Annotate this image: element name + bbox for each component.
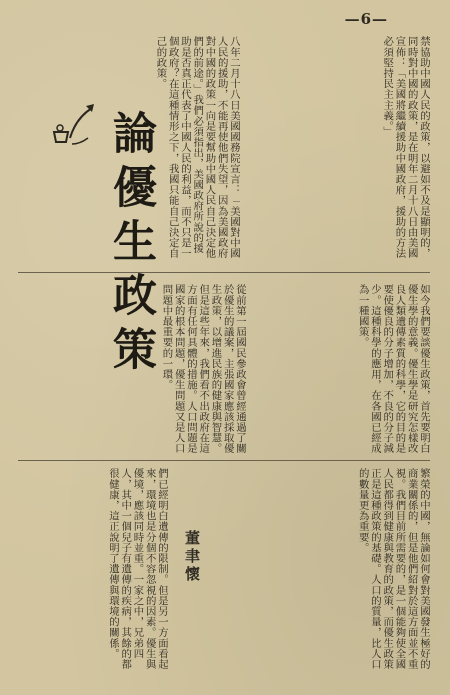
pen-and-inkwell-icon (46, 98, 102, 154)
author-name: 董聿懷 (183, 530, 201, 584)
column-top-left: 八年二月十八日美國國務院宣言：「美國對中國人民的援助，不能再使他們失望，因為美國政府對中國的政策一向是要幫助中國人民自己決定他們的前途。」我們必須指出，美國政府所說的援助是否真正代表了中國人民的利益，而不只是一個政府？在這種情形之下，我國只能自己決定自己的政策。 (154, 36, 240, 259)
column-mid-left: 從前第一屆國民參政會曾經通過了關於優生的議案，主張國家應該採取優生政策，以增進民族的健康與智慧。但是這些年來，我們看不出政府在這方面有任何具體的措施。人口問題是國家的根本問題，優生問題又是人口問題中最重要的一環。 (160, 284, 246, 454)
column-top-right: 禁協助中國人民的政策，以避如不及是顯明的，同時對中國的政策，是在明年二月十八日由美國宣佈：「美國將繼續援助中國政府，援助的方法必須堅持民主主義。」 (381, 36, 430, 259)
column-bottom-right: 繁榮的中國，無論如何會對美國發生極好的商業關係的，但是他們紹對於這方面並不重視。我們目前所需要的，是一個能夠使全國人民都得到健康與教育的政策，而優生政策正是這種政策的基礎。人口的質量，比人口的數量更為重要。 (356, 468, 430, 670)
title-block (40, 90, 210, 495)
page-number: —6— (344, 10, 388, 28)
column-bottom-left: 們已經明白遺傳的限制。但是另一方面看起來，環境也是分個不容忽視的因素。優生與優境，應該同時並重。一家之中，兄弟四人，其中一個兒子有遺傳的疾病，其餘的都很健康，這正說明了遺傳與環境的關係。 (106, 468, 168, 670)
article-title: 論優生政策 (105, 110, 156, 380)
column-mid-right: 如今我們要談優生政策，首先要明白優生學的意義。優生學是研究怎樣改良人類遺傳素質的科學，它的目的是要使優良的分子增加，不良的分子減少。這種科學的應用，在各國已經成為一種國策。 (356, 284, 430, 454)
